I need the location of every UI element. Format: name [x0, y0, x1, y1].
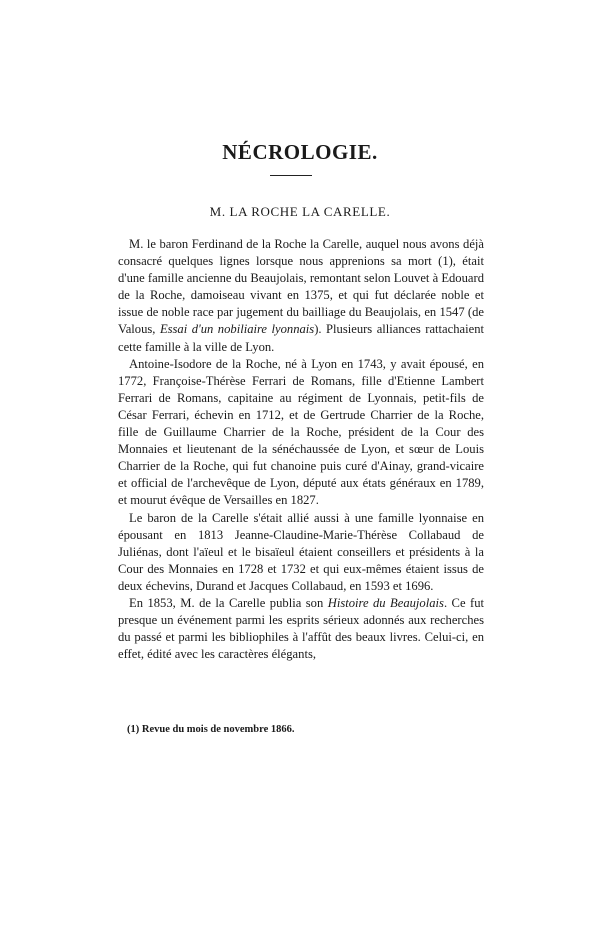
page-title: NÉCROLOGIE.	[222, 140, 378, 164]
paragraph-1: M. le baron Ferdinand de la Roche la Carelle, auquel nous avons déjà consacré quelques lignes lorsque nous apprenions sa mort (1), était d'une famille ancienne du Beaujolais, remontant selon Louvet à Edouard de la Roche, damoiseau vivant en 1375, et qui fut déclarée noble et issue de noble race par jugement du bailliage du Beaujolais, en 1547 (de Valous, Essai d'un nobiliaire lyonnais). Plusieurs alliances rattachaient cette famille à la ville de Lyon.	[118, 237, 484, 354]
paragraph-3: Le baron de la Carelle s'était allié aussi à une famille lyonnaise en épousant en 1813 Jeanne-Claudine-Marie-Thérèse Collabaud de Juliénas, dont l'aïeul et le bisaïeul étaient conseillers et présidents à la Cour des Monnaies en 1728 et 1732 et qui eux-mêmes étaient issus de deux échevins, Durand et Jacques Collabaud, en 1593 et 1696.	[118, 510, 484, 593]
paragraph-2: Antoine-Isodore de la Roche, né à Lyon en 1743, y avait épousé, en 1772, Françoise-Thérèse Ferrari de Romans, fille d'Etienne Lambert Ferrari de Romans, capitaine au régiment de Lyonnais, petit-fils de César Ferrari, échevin en 1712, et de Gertrude Charrier de la Roche, fille de Guillaume Charrier de la Roche, président de la Cour des Monnaies et lieutenant de la sénéchaussée de Lyon, et sœur de Louis Charrier de la Roche, qui fut chanoine puis curé d'Ainay, grand-vicaire et official de l'archevêque de Lyon, député aux états généraux en 1789, et mourut évêque de Versailles en 1827.	[118, 356, 484, 508]
title-rule	[270, 175, 312, 176]
article-body	[118, 236, 484, 663]
footnote: (1) Revue du mois de novembre 1866.	[127, 724, 295, 735]
paragraph-4: En 1853, M. de la Carelle publia son Histoire du Beaujolais. Ce fut presque un événement parmi les esprits sérieux adonnés aux recherches du passé et parmi les bibliophiles à l'affût des beaux livres. Celui-ci, en effet, édité avec les caractères élégants,	[118, 595, 484, 662]
article-subtitle: M. LA ROCHE LA CARELLE.	[209, 204, 391, 219]
